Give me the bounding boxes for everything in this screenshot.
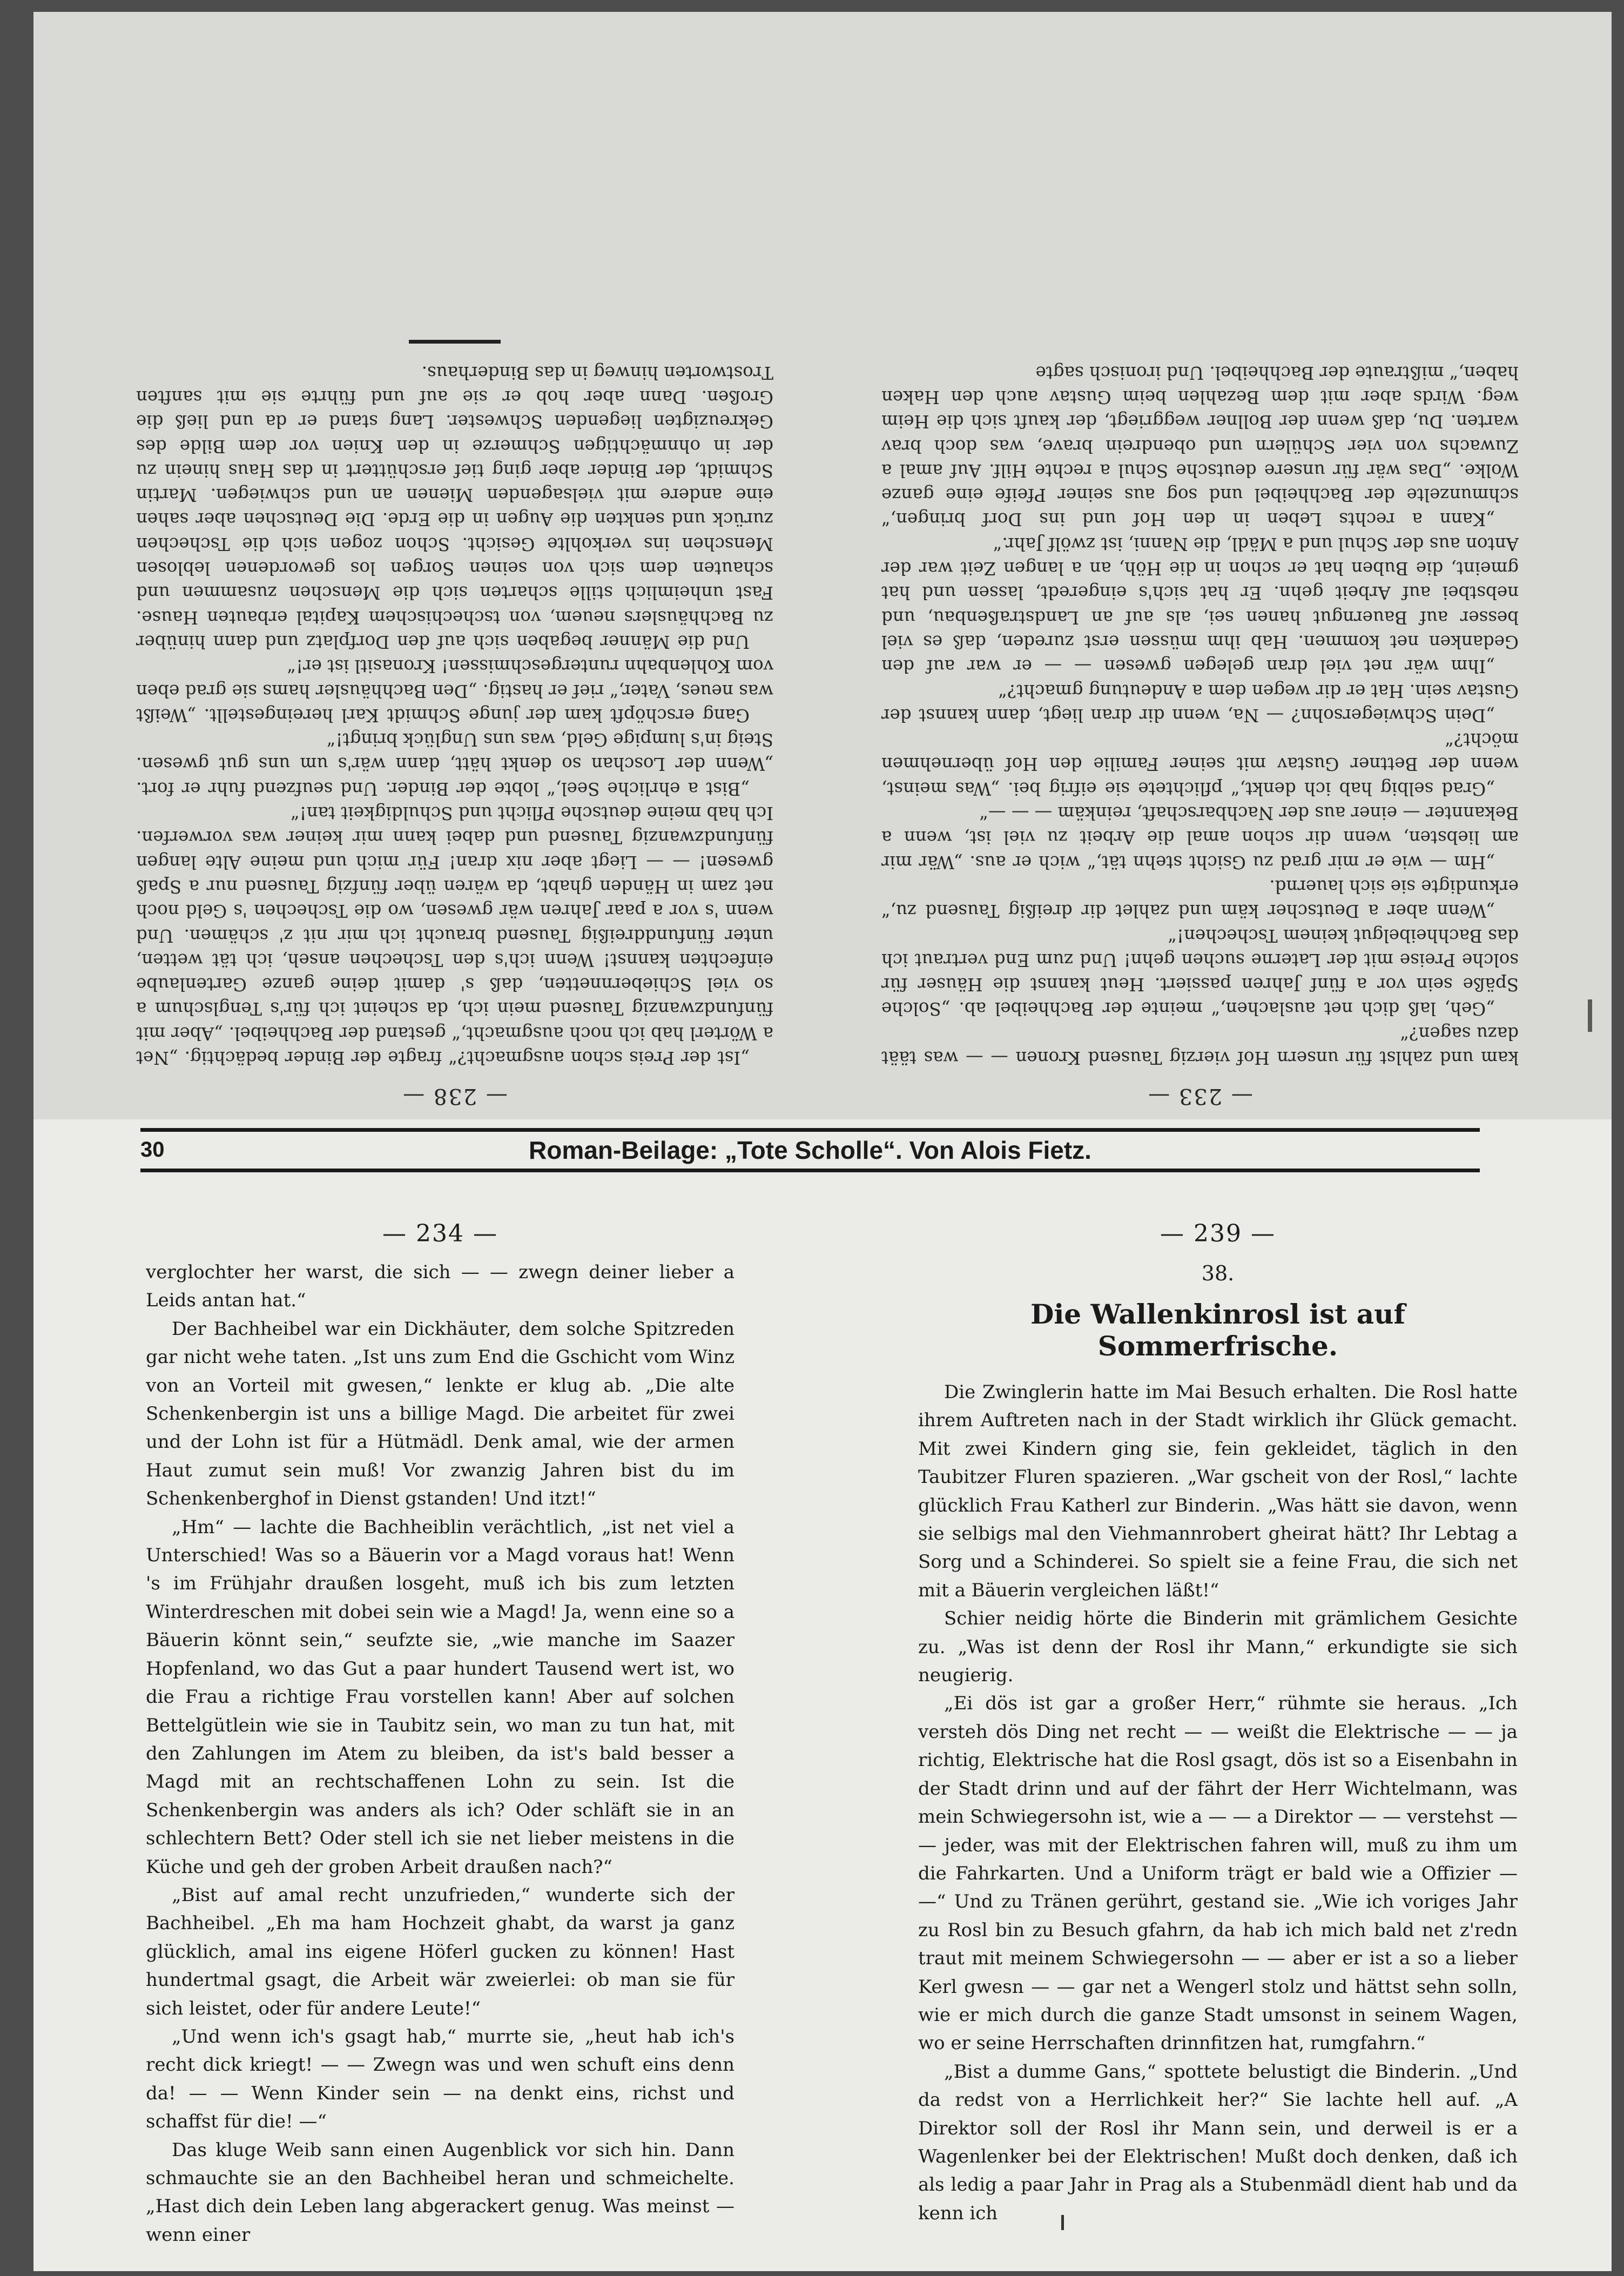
paragraph: „Geh, laß dich net auslachen,“ meinte der Bachheibel ab. „Solche Späße sein vor a fünf Jahren passiert. Heut kannst die Häuser für solche Preise mit der Laterne suchen gehn! Und zum End vertraut ich das Bachheibelgut keinem Tschechen!“ — [881, 925, 1519, 1019]
page-number: — 234 — — [382, 1220, 498, 1247]
paragraph: „Ist der Preis schon ausgmacht?“ fragte der Binder bedächtig. „Net a Wörterl hab ich noch ausgmacht,“ gestand der Bachheibel. „Aber mit fünfundzwanzig Tausend mein ich, da scheint ich für's Tenglschum a so viel Schiebernnetten, daß s' damit deine ganze Gartenlaube einfechten kannst! Wenn ich's den Tschechen anseh, ich tät wetten, unter fünfunddreißig Tausend braucht ich mir nit z' schämen. Und wenn 's vor a paar Jahren wär gwesen, wo die Tschechen 's Geld noch net zam in Händen ghabt, da wären über fünfzig Tausend nur a Spaß gwesen! — — Liegt aber nix dran! Für mich und meine Alte langen fünfundzwanzig Tausend und dabei kann mir keiner was vorwerfen. Ich hab meine deutsche Pflicht und Schuldigkeit tan!“ — [136, 803, 773, 1068]
paragraph: Das kluge Weib sann einen Augenblick vor sich hin. Dann schmauchte sie an den Bachheibel heran und schmeichelte. „Hast dich dein Leben lang abgerackert genug. Was meinst — wenn einer — [146, 2139, 734, 2246]
paragraph: „Bist a ehrliche Seel,“ lobte der Binder. Und seufzend fuhr er fort. „Wenn der Loschan so denkt hätt, dann wär's um uns gut gwesen. Steig in's lumpige Geld, was uns Unglück bringt!“ — [136, 729, 773, 799]
paragraph: „Und wenn ich's gsagt hab,“ murrte sie, „heut hab ich's recht dick kriegt! — — Zwegn was und wen schuft eins denn da! — — Wenn Kinder sein — na denkt eins, richst und schaffst für die! —“ — [146, 2025, 734, 2133]
flipped-column-left — [881, 360, 1519, 1109]
paragraph: Die Zwinglerin hatte im Mai Besuch erhalten. Die Rosl hatte ihrem Auftreten nach in der Stadt wirklich ihr Glück gemacht. Mit zwei Kindern ging sie, fein gekleidet, täglich in den Taubitzer Fluren spazieren. „War gscheit von der Rosl,“ lachte glücklich Frau Katherl zur Binderin. „Was hätt sie davon, wenn sie selbigs mal den Viehmannrobert gheirat hätt? Ihr Lebtag a Sorg und a Schinderei. So spielt sie a feine Frau, die sich net mit a Bäuerin vergleichen läßt!“ — [918, 1381, 1518, 1601]
paragraph: „Grad selbig hab ich denkt,“ pflichtete sie eifrig bei. „Was meinst, wenn der Bettner Gustav mit seiner Familie den Hof übernehmen möcht?“ — [881, 729, 1519, 799]
section-end-rule — [409, 340, 501, 344]
header-title: Roman-Beilage: „Tote Scholle“. Von Alois Fietz. — [529, 1136, 1091, 1164]
paragraph: „Hm“ — lachte die Bachheiblin verächtlich, „ist net viel a Unterschied! Was so a Bäuerin vor a Magd voraus hat! Wenn 's im Frühjahr draußen losgeht, muß ich bis zum letzten Winterdreschen mit dobei sein wie a Magd! Ja, wenn eine so a Bäuerin könnt sein,“ seufzte sie, „wie manche im Saazer Hopfenland, wo das Gut a paar hundert Tausend wert ist, wo die Frau a richtige Frau vorstellen kann! Aber auf solchen Bettelgütlein wie sie in Taubitz sein, wo man zu tun hat, mit den Zahlungen im Atem zu bleiben, da ist's bald besser a Magd mit an rechtschaffenen Lohn zu sein. Ist die Schenkenbergin was anders als ich? Oder schläft sie in an schlechtern Bett? Oder stell ich sie net lieber meistens in die Küche und geh der groben Arbeit draußen nach?“ — [146, 1516, 734, 1878]
chapter-number: 38. — [1201, 1261, 1235, 1285]
paragraph: „Ei dös ist gar a großer Herr,“ rühmte sie heraus. „Ich versteh dös Ding net recht — — weißt die Elektrische — — ja richtig, Elektrische hat die Rosl gsagt, dös ist so a Eisenbahn in der Stadt drinn und auf der fährt der Herr Wichtelmann, was mein Schwiegersohn ist, wie a — — a Direktor — — verstehst — — jeder, was mit der Elektrischen fahren will, muß zu ihm um die Fahrkarten. Und a Uniform trägt er bald wie a Offizier — —“ Und zu Tränen gerührt, gestand sie. „Wie ich voriges Jahr zu Rosl bin zu Besuch gfahrn, da hab ich mich bald net z'redn traut mit meinem Schwiegersohn — — aber er ist a so a lieber Kerl gwesn — — gar net a Wengerl stolz und hättst sehn solln, wie er mich durch die ganze Stadt umsonst in seinem Wagen, wo er seine Herrschaften drinnfitzen hat, rumgfahrn.“ — [918, 1693, 1518, 2055]
page-number: — 233 — — [1147, 1084, 1253, 1109]
paragraph: Der Bachheibel war ein Dickhäuter, dem solche Spitzreden gar nicht wehe taten. „Ist uns zum End die Gschicht vom Winz von an Vorteil mit gwesen,“ lenkte er klug ab. „Die alte Schenkenbergin ist uns a billige Magd. Die arbeitet für zwei und der Lohn ist für a Hütmädl. Denk amal, wie der armen Haut zumut sein muß! Vor zwanzig Jahren bist du im Schenkenberghof in Dienst gstanden! Und itzt!“ — [146, 1318, 734, 1510]
flipped-column-right — [136, 340, 773, 1109]
paragraph: „Wenn aber a Deutscher käm und zahlet dir dreißig Tausend zu,“ erkundigte sie sich lauernd. — [881, 876, 1519, 922]
right-column — [918, 1220, 1518, 2227]
paragraph: Und die Männer begaben sich auf den Dorfplatz und dann hinüber zu Bachhäuslers neuem, von tschechischem Kapital erbauten Hause. Fast unheimlich stille scharten sich die Menschen zusammen und schauten dem sich von seinen Sorgen los gewordenen leblosen Menschen ins verkohlte Gesicht. Schon zogen sich die Tschechen zurück und senkten die Augen in die Erde. Die Deutschen aber sahen eine andere mit vielsagenden Mienen an und schwiegen. Martin Schmidt, der Binder aber ging tief erschüttert in das Haus hinein zu der in ohnmächtigen Schmerze in den Knien vor dem Bilde des Gekreuzigten liegenden Schwester. Lang stand er da und ließ die Großen. Dann aber hob er sie auf und führte sie mit sanften Trostworten hinweg in das Binderhaus. — [136, 362, 773, 652]
paragraph: „Bist a dumme Gans,“ spottete belustigt die Binderin. „Und da redst von a Herrlichkeit her?“ Sie lachte hell auf. „A Direktor soll der Rosl ihr Mann sein, und derweil is er a Wagenlenker bei der Elektrischen! Mußt doch denken, daß ich als ledig a paar Jahr in Prag als a Stubenmädl dient hab und da kenn ich — [918, 2060, 1518, 2224]
header-rule-bottom — [140, 1169, 1480, 1172]
paragraph: „Hm — wie er mir grad zu Gsicht stehn tät,“ wich er aus. „Wär mir am liebsten, wenn dir schon amal die Arbeit zu viel ist, wenn a Bekannter — einer aus der Nachbarschaft, reinkäm — — —“ — [881, 803, 1519, 872]
paragraph: „Bist auf amal recht unzufrieden,“ wunderte sich der Bachheibel. „Eh ma ham Hochzeit ghabt, da warst ja ganz glücklich, amal ins eigene Höferl gucken zu können! Hast hundertmal gsagt, die Arbeit wär zweierlei: ob man sie für sich leistet, oder für andere Leute!“ — [146, 1884, 734, 2019]
header-page-number: 30 — [140, 1138, 165, 1162]
supplement-header — [140, 1134, 1480, 1167]
paragraph: kam und zahlst für unsern Hof vierzig Tausend Kronen — — was täät dazu sagen?“ — [881, 1023, 1519, 1068]
print-mark — [1061, 2215, 1064, 2230]
page-number: — 238 — — [402, 1084, 508, 1109]
paragraph: Gang erschöpft kam der junge Schmidt Karl hereingestellt. „Weißt was neues, Vater,“ rief er hastig. „Den Bachhäusler hams sie grad eben vom Kohlenbahn runtergeschmissen! Kronasitl ist er!“ — [136, 656, 773, 726]
paragraph: „Ihm wär net viel dran gelegen gwesen — — er war auf den Gedanken net kommen. Hab ihm müssen erst zureden, daß es viel besser auf Bauerngut hanen sei, als auf an Landstraßenbau, und nebstbei auf Arbeit gehn. Er hat sich's eingeredt, lassen und hat gmeint, die Buben hat er schon in die Höh, an a langen Zeit war der Anton aus der Schul und a Mädl, die Nanni, ist zwölf Jahr.“ — [881, 533, 1519, 677]
paragraph: verglochter her warst, die sich — — zwegn deiner lieber a Leids antan hat.“ — [146, 1261, 734, 1312]
paragraph: Schier neidig hörte die Binderin mit grämlichem Gesichte zu. „Was ist denn der Rosl ihr Mann,“ erkundigte sie sich neugierig. — [918, 1608, 1518, 1687]
header-rule-top — [140, 1128, 1480, 1132]
paragraph: „Dein Schwiegersohn? — Na, wenn dir dran liegt, dann kannst der Gustav sein. Hat er dir wegen dem a Andeutung gmacht?“ — [881, 680, 1519, 726]
margin-mark — [1588, 999, 1592, 1032]
left-column — [146, 1220, 734, 2249]
chapter-title: Die Wallenkinrosl ist auf Sommerfrische. — [1030, 1298, 1406, 1362]
page-number: — 239 — — [1160, 1220, 1276, 1247]
paragraph: „Kann a rechts Leben in den Hof und ins Dorf bringen,“ schmunzelte der Bachheibel und sog aus seiner Pfeife eine ganze Wolke. „Das wär für unsere deutsche Schul a rechte Hilf. Auf amal a Zuwachs von vier Schülern und obendrein brave, was doch brav warten. Du, daß wenn der Bollner weggriegt, der kauft sich die Heim weg. Wirds aber mit dem Bezahlen beim Gustav auch den Haken haben,“ mißtraute der Bachheibel. Und ironisch sagte — [881, 362, 1519, 530]
upside-down-pages — [136, 104, 1519, 1109]
